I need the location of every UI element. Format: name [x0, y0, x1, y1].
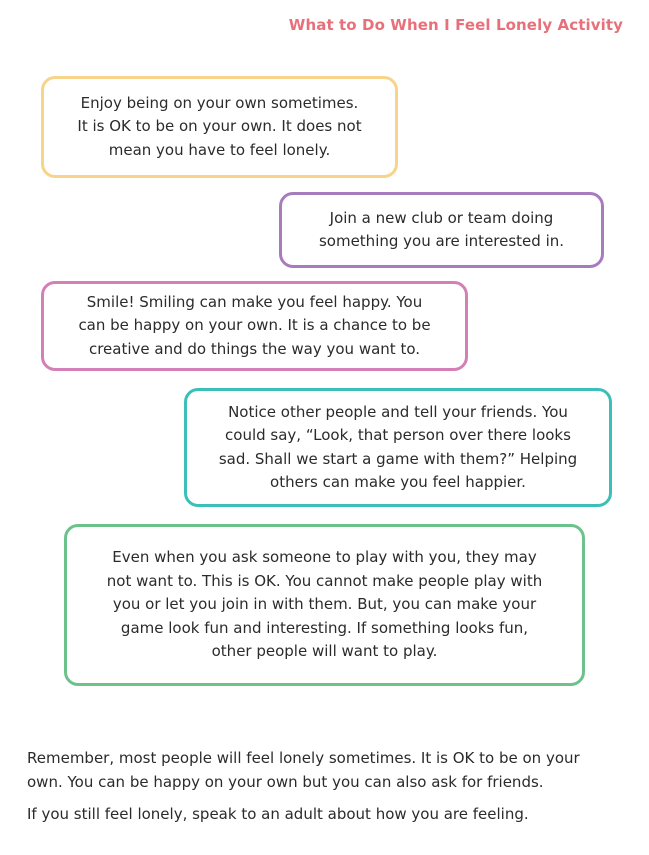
tip-card-notice-others — [184, 388, 612, 507]
tip-card-text: Smile! Smiling can make you feel happy. You can be happy on your own. It is a chance to be creative and do things the way you want to. — [78, 292, 431, 358]
footer-paragraph-remember: Remember, most people will feel lonely sometimes. It is OK to be on your own. You can be happy on your own but you can also ask for friends. — [27, 749, 580, 791]
tip-card-text: Enjoy being on your own sometimes. It is OK to be on your own. It does not mean you have to feel lonely. — [77, 93, 362, 159]
tip-card-text: Join a new club or team doing something you are interested in. — [318, 208, 565, 250]
tip-card-enjoy-being-alone — [41, 76, 398, 178]
tip-card-text: Notice other people and tell your friends. You could say, “Look, that person over there looks sad. Shall we start a game with them?” Helping others can make you feel happier. — [218, 402, 578, 491]
footer-paragraph-speak-to-adult: If you still feel lonely, speak to an adult about how you are feeling. — [27, 805, 529, 823]
tip-card-ask-to-play — [64, 524, 585, 686]
tip-card-smile — [41, 281, 468, 371]
page-title: What to Do When I Feel Lonely Activity — [288, 16, 623, 34]
tip-card-join-club — [279, 192, 604, 268]
tip-card-text: Even when you ask someone to play with you, they may not want to. This is OK. You cannot make people play with you or let you join in with them. But, you can make your game look fun and interesting. If something looks fun, other people will want to play. — [106, 548, 543, 661]
